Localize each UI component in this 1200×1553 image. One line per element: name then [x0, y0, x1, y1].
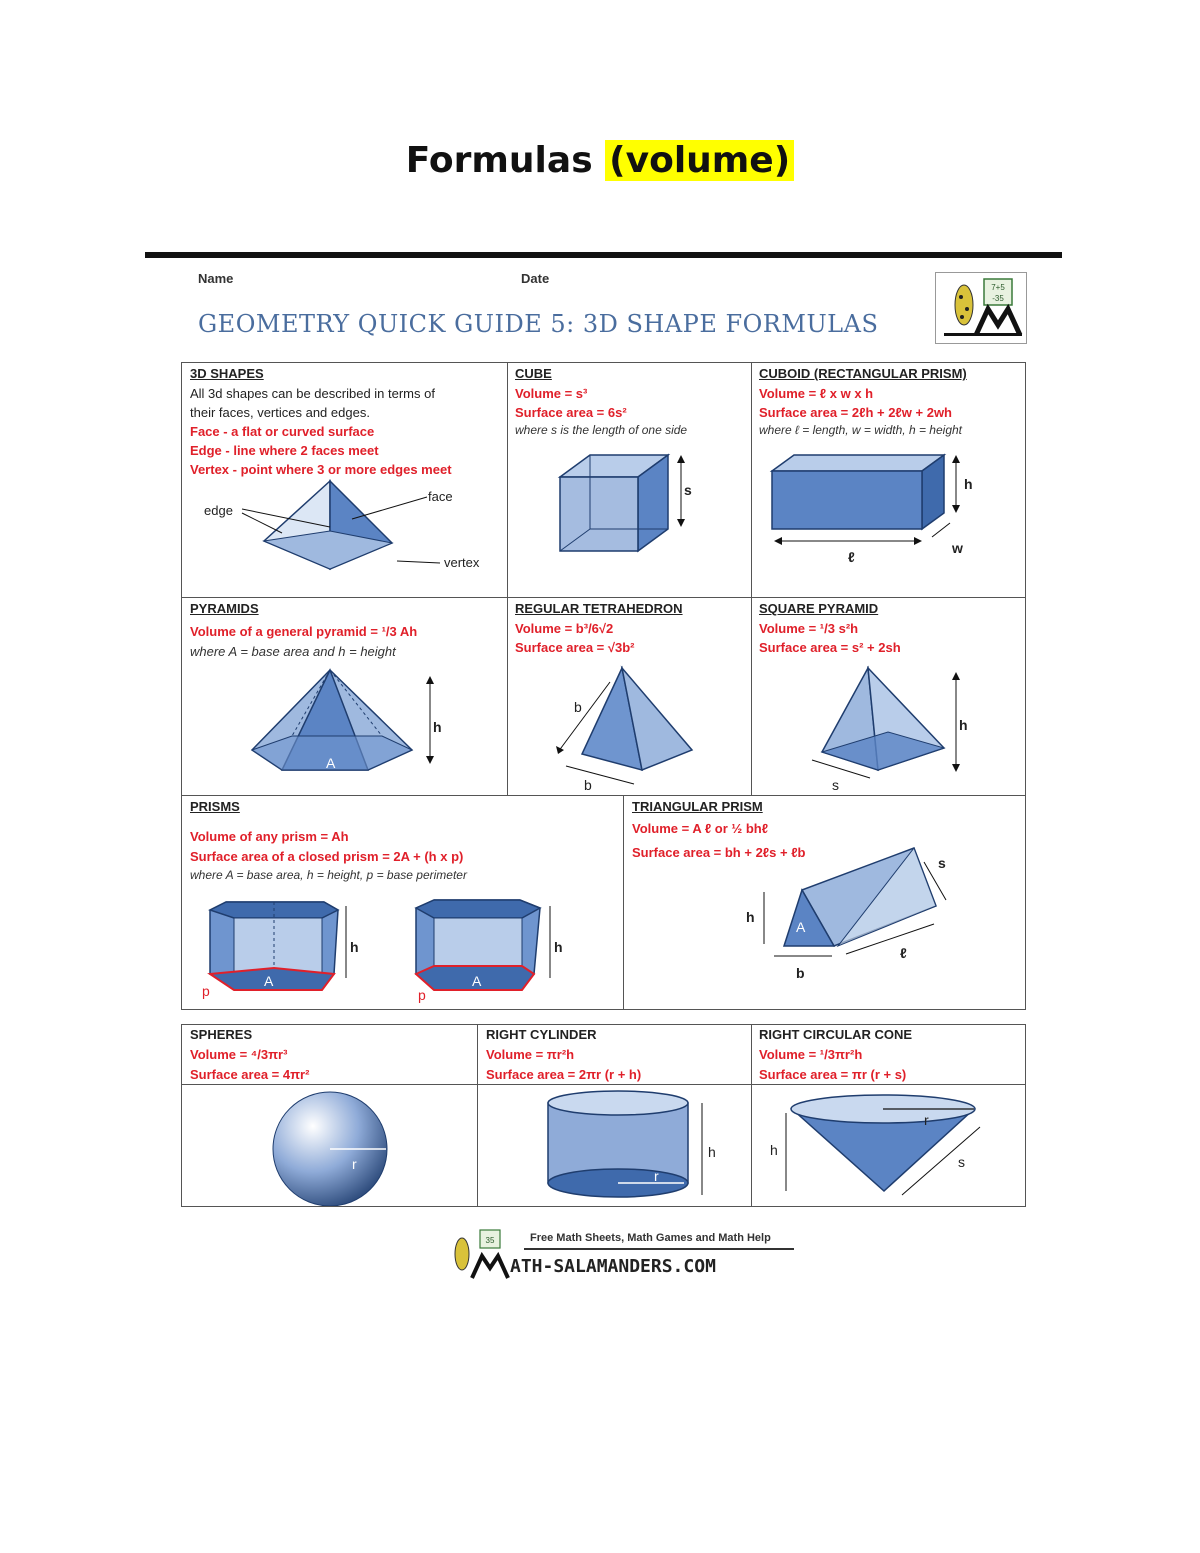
prism1-label-p: p [202, 983, 210, 999]
heading-pyramids: PYRAMIDS [190, 601, 259, 616]
guide-title: GEOMETRY QUICK GUIDE 5: 3D SHAPE FORMULAS [198, 310, 879, 338]
cell-sphere-diagram [181, 1084, 479, 1207]
triangular-prism-label-b: b [796, 965, 805, 981]
edge-definition: Edge - line where 2 faces meet [190, 443, 379, 458]
cuboid-label-l: ℓ [848, 549, 855, 565]
footer-badge: 35 [485, 1236, 495, 1245]
heading-cone: RIGHT CIRCULAR CONE [759, 1027, 913, 1042]
label-vertex: vertex [444, 555, 480, 570]
cell-3d-shapes [181, 362, 509, 599]
date-label: Date [521, 271, 550, 286]
hexagonal-pyramid-diagram [182, 664, 508, 796]
cell-triangular-prism [623, 795, 1026, 1010]
cell-spheres-text [181, 1024, 479, 1086]
vertex-definition: Vertex - point where 3 or more edges meet [190, 462, 452, 477]
tetrahedron-diagram [508, 660, 752, 796]
heading-spheres: SPHERES [190, 1027, 253, 1042]
prism2-label-p: p [418, 987, 426, 1003]
page-title-text: Formulas [405, 140, 593, 181]
footer-tagline: Free Math Sheets, Math Games and Math Help [530, 1232, 771, 1244]
heading-cube: CUBE [515, 366, 552, 381]
cell-cone-diagram [751, 1084, 1026, 1207]
cone-surface-area: Surface area = πr (r + s) [759, 1067, 907, 1082]
pyramids-volume: Volume of a general pyramid = ¹/3 Ah [190, 624, 418, 639]
cuboid-label-h: h [964, 476, 973, 492]
triangular-prism-surface-area: Surface area = bh + 2ℓs + ℓb [632, 845, 806, 860]
triangular-prism-label-s: s [938, 855, 946, 871]
cuboid-note: where ℓ = length, w = width, h = height [759, 423, 963, 437]
cuboid-volume: Volume = ℓ x w x h [759, 386, 874, 401]
cuboid-surface-area: Surface area = 2ℓh + 2ℓw + 2wh [759, 405, 953, 420]
cylinder-surface-area: Surface area = 2πr (r + h) [486, 1067, 642, 1082]
prism1-label-a: A [264, 973, 274, 989]
footer-salamander-icon [442, 1228, 512, 1284]
cube-label-s: s [684, 482, 692, 498]
cone-label-r: r [924, 1112, 929, 1128]
footer-logo [442, 1228, 802, 1284]
cone-label-h: h [770, 1142, 778, 1158]
cylinder-diagram [478, 1085, 752, 1206]
pyramid-anatomy-diagram [182, 473, 508, 598]
cone-label-s: s [958, 1154, 965, 1170]
heading-triangular-prism: TRIANGULAR PRISM [632, 799, 763, 814]
spheres-volume: Volume = ⁴/3πr³ [190, 1047, 288, 1062]
shapes3d-line2: their faces, vertices and edges. [190, 405, 370, 420]
square-pyramid-surface-area: Surface area = s² + 2sh [759, 640, 901, 655]
cuboid-diagram [752, 447, 1025, 597]
cell-cone-text [751, 1024, 1026, 1086]
heading-prisms: PRISMS [190, 799, 240, 814]
heading-cuboid: CUBOID (RECTANGULAR PRISM) [759, 366, 967, 381]
prisms-surface-area: Surface area of a closed prism = 2A + (h x p) [190, 849, 464, 864]
cube-note: where s is the length of one side [515, 423, 688, 437]
logo-sum-bottom: -35 [992, 294, 1004, 303]
label-edge: edge [204, 503, 233, 518]
triangular-prism-volume: Volume = A ℓ or ½ bhℓ [632, 821, 769, 836]
square-pyramid-diagram [752, 660, 1025, 796]
triangular-prism-label-l: ℓ [900, 945, 907, 961]
heading-tetrahedron: REGULAR TETRAHEDRON [515, 601, 683, 616]
cell-cylinder-text [477, 1024, 753, 1086]
salamander-logo [935, 272, 1027, 344]
tetrahedron-surface-area: Surface area = √3b² [515, 640, 635, 655]
footer-brand: ATH-SALAMANDERS.COM [510, 1256, 716, 1277]
label-face: face [428, 489, 453, 504]
cell-tetrahedron [507, 597, 753, 797]
spheres-surface-area: Surface area = 4πr² [190, 1067, 310, 1082]
divider-rule [145, 252, 1062, 258]
cone-diagram [752, 1085, 1025, 1206]
cell-square-pyramid [751, 597, 1026, 797]
heading-square-pyramid: SQUARE PYRAMID [759, 601, 879, 616]
sphere-diagram [182, 1085, 478, 1206]
pyramids-note: where A = base area and h = height [190, 644, 396, 659]
tetrahedron-label-b2: b [584, 777, 592, 793]
prisms-note: where A = base area, h = height, p = base perimeter [190, 868, 467, 882]
prism2-label-h: h [554, 939, 563, 955]
shapes3d-line1: All 3d shapes can be described in terms of [190, 386, 435, 401]
cell-cube [507, 362, 753, 599]
cell-cuboid [751, 362, 1026, 599]
cube-surface-area: Surface area = 6s² [515, 405, 627, 420]
page-title-highlight: (volume) [605, 140, 794, 181]
prism2-label-a: A [472, 973, 482, 989]
cylinder-label-r: r [654, 1168, 659, 1184]
logo-sum-top: 7+5 [991, 283, 1005, 292]
pyramids-label-a: A [326, 755, 336, 771]
page-title [0, 140, 1200, 181]
tetrahedron-volume: Volume = b³/6√2 [515, 621, 614, 636]
square-pyramid-volume: Volume = ¹/3 s²h [759, 621, 859, 636]
cube-diagram [508, 447, 752, 597]
cylinder-label-h: h [708, 1144, 716, 1160]
prisms-volume: Volume of any prism = Ah [190, 829, 349, 844]
square-pyramid-label-s: s [832, 777, 839, 793]
cylinder-volume: Volume = πr²h [486, 1047, 575, 1062]
prism1-label-h: h [350, 939, 359, 955]
heading-cylinder: RIGHT CYLINDER [486, 1027, 597, 1042]
cone-volume: Volume = ¹/3πr²h [759, 1047, 863, 1062]
triangular-prism-label-a: A [796, 919, 806, 935]
footer-underline [524, 1248, 794, 1250]
cell-cylinder-diagram [477, 1084, 753, 1207]
cuboid-label-w: w [952, 540, 963, 556]
pyramids-label-h: h [433, 719, 442, 735]
face-definition: Face - a flat or curved surface [190, 424, 375, 439]
triangular-prism-label-h: h [746, 909, 755, 925]
cell-prisms [181, 795, 625, 1010]
square-pyramid-label-h: h [959, 717, 968, 733]
name-label: Name [198, 271, 234, 286]
triangular-prism-diagram [624, 840, 1025, 1008]
cube-volume: Volume = s³ [515, 386, 588, 401]
hexagonal-prisms-diagram [182, 892, 624, 1010]
sphere-label-r: r [352, 1156, 357, 1172]
tetrahedron-label-b1: b [574, 699, 582, 715]
cell-pyramids [181, 597, 509, 797]
heading-3d-shapes: 3D SHAPES [190, 366, 264, 381]
